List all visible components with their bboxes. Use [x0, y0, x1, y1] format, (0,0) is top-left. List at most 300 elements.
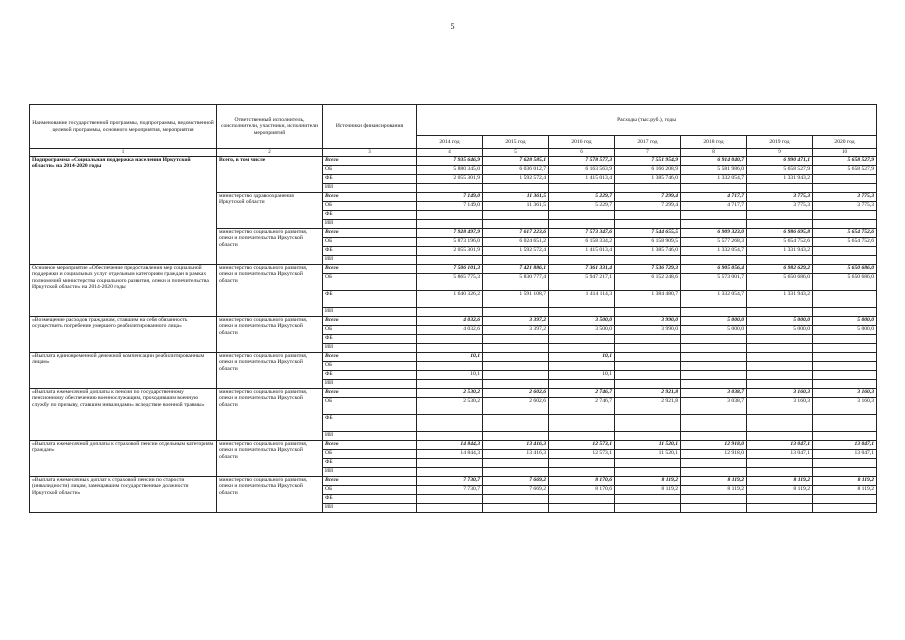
amount-cell — [549, 335, 615, 344]
executor-name: Всего, в том числе — [217, 157, 323, 193]
amount-cell — [417, 344, 483, 353]
amount-cell — [615, 415, 681, 432]
amount-cell — [417, 308, 483, 317]
funding-source: ФБ — [323, 247, 417, 256]
amount-cell — [549, 256, 615, 265]
amount-cell: 3 160,3 — [747, 398, 813, 415]
amount-cell — [417, 415, 483, 432]
amount-cell: 5 658 527,9 — [813, 166, 877, 175]
amount-cell: 5 000,0 — [681, 317, 747, 326]
amount-cell: 1 640 326,2 — [417, 291, 483, 308]
column-index: 1 — [30, 149, 217, 157]
amount-cell: 6 982 629,2 — [747, 265, 813, 274]
amount-cell — [747, 459, 813, 468]
executor-name: министерство социального развития, опеки и попечительства Иркутской области — [217, 441, 323, 477]
funding-source: ИИ — [323, 504, 417, 513]
amount-cell — [483, 468, 549, 477]
amount-cell — [615, 362, 681, 371]
amount-cell: 7 149,0 — [417, 202, 483, 211]
amount-cell: 13 047,1 — [747, 450, 813, 459]
amount-cell: 8 170,6 — [549, 486, 615, 495]
amount-cell: 1 332 054,7 — [681, 175, 747, 184]
amount-cell: 7 506 101,3 — [417, 265, 483, 274]
amount-cell — [549, 362, 615, 371]
amount-cell — [747, 335, 813, 344]
amount-cell: 1 331 943,2 — [747, 291, 813, 308]
amount-cell: 4 032,6 — [417, 326, 483, 335]
amount-cell — [615, 432, 681, 441]
amount-cell — [483, 459, 549, 468]
table-row — [30, 317, 877, 326]
amount-cell — [615, 353, 681, 362]
amount-cell: 5 654 752,6 — [747, 238, 813, 247]
amount-cell — [681, 468, 747, 477]
amount-cell: 8 119,2 — [681, 477, 747, 486]
amount-cell: 13 047,1 — [813, 441, 877, 450]
amount-cell: 11 520,1 — [615, 450, 681, 459]
header-year: 2020 год — [813, 136, 877, 149]
amount-cell: 8 119,2 — [813, 486, 877, 495]
funding-source: ИИ — [323, 380, 417, 389]
amount-cell — [549, 344, 615, 353]
amount-cell — [813, 211, 877, 220]
amount-cell — [813, 220, 877, 229]
amount-cell — [549, 432, 615, 441]
amount-cell — [483, 335, 549, 344]
amount-cell — [813, 459, 877, 468]
header-year: 2017 год — [615, 136, 681, 149]
header-year: 2018 год — [681, 136, 747, 149]
amount-cell: 13 047,1 — [747, 441, 813, 450]
amount-cell: 5 865 775,3 — [417, 274, 483, 291]
amount-cell — [681, 371, 747, 380]
amount-cell: 7 628 585,1 — [483, 157, 549, 166]
amount-cell: 12 573,1 — [549, 441, 615, 450]
amount-cell: 7 573 347,6 — [549, 229, 615, 238]
amount-cell: 7 421 886,1 — [483, 265, 549, 274]
amount-cell — [483, 362, 549, 371]
amount-cell — [747, 344, 813, 353]
amount-cell — [681, 362, 747, 371]
funding-source: ОБ — [323, 450, 417, 459]
amount-cell: 5 577 268,3 — [681, 238, 747, 247]
amount-cell: 1 415 013,4 — [549, 247, 615, 256]
table-row — [30, 441, 877, 450]
funding-source: ФБ — [323, 211, 417, 220]
financing-table — [29, 104, 877, 513]
funding-source: ФБ — [323, 495, 417, 504]
amount-cell: 7 299,4 — [615, 202, 681, 211]
amount-cell: 3 397,2 — [483, 317, 549, 326]
amount-cell: 13 416,3 — [483, 441, 549, 450]
amount-cell: 5 654 752,6 — [813, 238, 877, 247]
header-year: 2014 год — [417, 136, 483, 149]
amount-cell — [813, 432, 877, 441]
amount-cell — [747, 220, 813, 229]
amount-cell — [615, 220, 681, 229]
table-row — [30, 265, 877, 274]
amount-cell — [483, 495, 549, 504]
amount-cell — [417, 495, 483, 504]
amount-cell: 7 669,2 — [483, 477, 549, 486]
funding-source: ОБ — [323, 202, 417, 211]
program-name: «Возмещение расходов гражданам, ставшим на себя обязанность осуществить погребение умершего реабилитированного лица» — [30, 317, 217, 353]
amount-cell: 6 036 012,7 — [483, 166, 549, 175]
amount-cell: 10,1 — [549, 353, 615, 362]
amount-cell: 8 119,2 — [813, 477, 877, 486]
amount-cell: 5 581 986,0 — [681, 166, 747, 175]
amount-cell — [681, 495, 747, 504]
amount-cell — [417, 335, 483, 344]
executor-name: министерство социального развития, опеки и попечительства Иркутской области — [217, 353, 323, 389]
table-row — [30, 389, 877, 398]
amount-cell: 6 986 695,8 — [747, 229, 813, 238]
column-index: 6 — [549, 149, 615, 157]
amount-cell — [417, 211, 483, 220]
column-index: 7 — [615, 149, 681, 157]
funding-source: ОБ — [323, 326, 417, 335]
program-name: «Выплата единовременной денежной компенсации реабилитированным лицам» — [30, 353, 217, 389]
amount-cell — [483, 184, 549, 193]
amount-cell: 2 602,6 — [483, 389, 549, 398]
funding-source: ОБ — [323, 274, 417, 291]
funding-source: Всего — [323, 441, 417, 450]
amount-cell: 8 170,6 — [549, 477, 615, 486]
amount-cell — [615, 495, 681, 504]
amount-cell: 6 914 040,7 — [681, 157, 747, 166]
funding-source: ФБ — [323, 459, 417, 468]
amount-cell: 1 332 054,7 — [681, 247, 747, 256]
amount-cell — [681, 308, 747, 317]
amount-cell — [813, 308, 877, 317]
funding-source: ОБ — [323, 166, 417, 175]
funding-source: ОБ — [323, 238, 417, 247]
amount-cell: 12 918,0 — [681, 450, 747, 459]
amount-cell: 5 880 345,0 — [417, 166, 483, 175]
executor-name: министерство здравоохранения Иркутской области — [217, 193, 323, 229]
amount-cell — [417, 184, 483, 193]
funding-source: ФБ — [323, 335, 417, 344]
amount-cell: 3 990,0 — [615, 326, 681, 335]
amount-cell — [549, 220, 615, 229]
amount-cell — [813, 371, 877, 380]
amount-cell — [681, 335, 747, 344]
funding-source: Всего — [323, 477, 417, 486]
funding-source: ФБ — [323, 371, 417, 380]
amount-cell: 1 592 572,4 — [483, 175, 549, 184]
header-executor: Ответственный исполнитель, соисполнители, участники, исполнители мероприятий — [217, 105, 323, 149]
amount-cell — [615, 468, 681, 477]
amount-cell — [681, 459, 747, 468]
amount-cell — [747, 256, 813, 265]
amount-cell — [549, 504, 615, 513]
amount-cell — [813, 468, 877, 477]
amount-cell: 7 669,2 — [483, 486, 549, 495]
amount-cell: 1 384 480,7 — [615, 291, 681, 308]
amount-cell: 11 361,5 — [483, 202, 549, 211]
amount-cell — [549, 459, 615, 468]
amount-cell: 5 650 686,0 — [747, 274, 813, 291]
executor-name: министерство социального развития, опеки и попечительства Иркутской области — [217, 229, 323, 265]
amount-cell: 5 000,0 — [681, 326, 747, 335]
amount-cell: 3 160,3 — [747, 389, 813, 398]
funding-source: ОБ — [323, 362, 417, 371]
amount-cell: 4 717,7 — [681, 193, 747, 202]
amount-cell — [483, 380, 549, 389]
header-name: Наименование государственной программы, подпрограммы, ведомственной целевой программы, основного мероприятия, мероприятия — [30, 105, 217, 149]
amount-cell: 10,1 — [417, 353, 483, 362]
amount-cell: 8 119,2 — [615, 486, 681, 495]
amount-cell: 2 055 301,9 — [417, 247, 483, 256]
amount-cell — [681, 344, 747, 353]
amount-cell: 4 032,6 — [417, 317, 483, 326]
amount-cell — [483, 256, 549, 265]
amount-cell: 6 152 248,6 — [615, 274, 681, 291]
amount-cell: 10,1 — [549, 371, 615, 380]
funding-source: ФБ — [323, 415, 417, 432]
amount-cell: 7 149,0 — [417, 193, 483, 202]
amount-cell — [615, 380, 681, 389]
funding-source: Всего — [323, 317, 417, 326]
amount-cell — [681, 504, 747, 513]
amount-cell — [615, 256, 681, 265]
amount-cell: 6 163 563,9 — [549, 166, 615, 175]
amount-cell: 5 000,0 — [747, 317, 813, 326]
amount-cell — [417, 432, 483, 441]
amount-cell: 5 000,0 — [813, 326, 877, 335]
table-row — [30, 477, 877, 486]
amount-cell — [747, 468, 813, 477]
amount-cell: 2 602,6 — [483, 398, 549, 415]
amount-cell: 6 909 323,0 — [681, 229, 747, 238]
amount-cell — [483, 344, 549, 353]
amount-cell — [813, 415, 877, 432]
amount-cell — [813, 291, 877, 308]
amount-cell: 2 055 301,9 — [417, 175, 483, 184]
amount-cell — [615, 344, 681, 353]
amount-cell — [813, 344, 877, 353]
amount-cell: 2 530,2 — [417, 398, 483, 415]
table-row — [30, 157, 877, 166]
amount-cell: 4 717,7 — [681, 202, 747, 211]
amount-cell: 1 385 746,0 — [615, 247, 681, 256]
header-year: 2015 год — [483, 136, 549, 149]
amount-cell — [681, 353, 747, 362]
amount-cell: 8 119,2 — [681, 486, 747, 495]
amount-cell: 3 990,0 — [615, 317, 681, 326]
column-index: 4 — [417, 149, 483, 157]
amount-cell — [681, 184, 747, 193]
column-index: 5 — [483, 149, 549, 157]
amount-cell — [549, 495, 615, 504]
amount-cell: 1 385 746,0 — [615, 175, 681, 184]
amount-cell — [417, 504, 483, 513]
amount-cell: 6 166 208,9 — [615, 166, 681, 175]
amount-cell — [681, 256, 747, 265]
amount-cell — [549, 184, 615, 193]
amount-cell: 1 592 572,4 — [483, 247, 549, 256]
amount-cell: 14 844,3 — [417, 441, 483, 450]
amount-cell: 8 119,2 — [615, 477, 681, 486]
amount-cell — [813, 256, 877, 265]
amount-cell: 3 160,3 — [813, 398, 877, 415]
amount-cell: 3 775,3 — [813, 193, 877, 202]
funding-source: ИИ — [323, 184, 417, 193]
amount-cell: 7 928 497,9 — [417, 229, 483, 238]
amount-cell: 6 905 056,4 — [681, 265, 747, 274]
amount-cell: 1 331 943,2 — [747, 247, 813, 256]
page-number: 5 — [450, 22, 455, 31]
amount-cell — [681, 380, 747, 389]
amount-cell: 3 775,3 — [747, 193, 813, 202]
amount-cell — [813, 335, 877, 344]
amount-cell — [747, 211, 813, 220]
amount-cell — [615, 504, 681, 513]
amount-cell: 7 551 954,9 — [615, 157, 681, 166]
amount-cell: 2 921,8 — [615, 398, 681, 415]
funding-source: Всего — [323, 353, 417, 362]
amount-cell — [747, 415, 813, 432]
amount-cell: 2 746,7 — [549, 398, 615, 415]
amount-cell — [813, 175, 877, 184]
executor-name: министерство социального развития, опеки и попечительства Иркутской области — [217, 389, 323, 441]
amount-cell: 5 000,0 — [747, 326, 813, 335]
amount-cell — [681, 220, 747, 229]
amount-cell — [813, 247, 877, 256]
column-index: 2 — [217, 149, 323, 157]
header-source: Источники финансирования — [323, 105, 417, 149]
amount-cell — [681, 415, 747, 432]
amount-cell: 6 158 909,5 — [615, 238, 681, 247]
amount-cell — [417, 380, 483, 389]
funding-source: ОБ — [323, 398, 417, 415]
amount-cell: 3 038,7 — [681, 398, 747, 415]
amount-cell — [747, 432, 813, 441]
amount-cell: 3 500,0 — [549, 326, 615, 335]
amount-cell: 5 830 777,4 — [483, 274, 549, 291]
amount-cell: 12 918,0 — [681, 441, 747, 450]
amount-cell — [747, 504, 813, 513]
amount-cell — [483, 353, 549, 362]
amount-cell: 6 990 471,1 — [747, 157, 813, 166]
amount-cell — [747, 380, 813, 389]
column-index: 8 — [681, 149, 747, 157]
header-year: 2019 год — [747, 136, 813, 149]
amount-cell — [813, 362, 877, 371]
amount-cell: 1 591 108,7 — [483, 291, 549, 308]
program-name: «Выплата ежемесячной доплаты к пенсии по государственному пенсионному обеспечению военнослужащим, проходившим военную службу по призыву, ставшим инвалидами» вследствие военной травмы» — [30, 389, 217, 441]
amount-cell: 8 119,2 — [747, 486, 813, 495]
amount-cell — [417, 220, 483, 229]
executor-name: министерство социального развития, опеки и попечительства Иркутской области — [217, 265, 323, 317]
amount-cell: 6 024 651,2 — [483, 238, 549, 247]
executor-name: министерство социального развития, опеки и попечительства Иркутской области — [217, 317, 323, 353]
amount-cell: 5 947 217,1 — [549, 274, 615, 291]
column-index: 9 — [747, 149, 813, 157]
amount-cell — [549, 308, 615, 317]
amount-cell — [483, 220, 549, 229]
funding-source: Всего — [323, 193, 417, 202]
amount-cell: 3 775,3 — [813, 202, 877, 211]
amount-cell — [747, 371, 813, 380]
funding-source: Всего — [323, 265, 417, 274]
amount-cell — [615, 211, 681, 220]
amount-cell: 1 415 013,4 — [549, 175, 615, 184]
program-name: Основное мероприятие «Обеспечение предоставления мер социальной поддержки и социальных услуг отдельным категориям граждан в рамках полномочий министерства социального развития, опеки и попечительства Иркутской области» на 2014-2020 годы — [30, 265, 217, 317]
amount-cell: 2 530,2 — [417, 389, 483, 398]
amount-cell: 5 229,7 — [549, 202, 615, 211]
funding-source: ИИ — [323, 220, 417, 229]
amount-cell: 7 935 646,9 — [417, 157, 483, 166]
funding-source: ОБ — [323, 486, 417, 495]
amount-cell — [417, 362, 483, 371]
amount-cell — [483, 415, 549, 432]
funding-source: ИИ — [323, 256, 417, 265]
amount-cell — [417, 459, 483, 468]
program-name: «Выплата ежемесячных доплат к страховой пенсии по старости (инвалидности) лицам, замещавшим государственные должности Иркутской области» — [30, 477, 217, 513]
amount-cell — [483, 504, 549, 513]
funding-source: Всего — [323, 389, 417, 398]
amount-cell: 7 361 331,4 — [549, 265, 615, 274]
amount-cell — [615, 184, 681, 193]
amount-cell: 1 414 114,3 — [549, 291, 615, 308]
amount-cell — [615, 371, 681, 380]
amount-cell: 1 332 054,7 — [681, 291, 747, 308]
amount-cell: 11 520,1 — [615, 441, 681, 450]
amount-cell: 5 658 527,9 — [747, 166, 813, 175]
amount-cell: 14 844,3 — [417, 450, 483, 459]
amount-cell: 1 331 943,2 — [747, 175, 813, 184]
amount-cell — [813, 495, 877, 504]
amount-cell: 3 160,3 — [813, 389, 877, 398]
amount-cell: 3 038,7 — [681, 389, 747, 398]
amount-cell: 3 775,3 — [747, 202, 813, 211]
amount-cell: 13 047,1 — [813, 450, 877, 459]
amount-cell — [417, 256, 483, 265]
column-index: 10 — [813, 149, 877, 157]
program-name: «Выплата ежемесячной доплаты к страховой пенсии отдельным категориям граждан» — [30, 441, 217, 477]
amount-cell: 5 658 527,9 — [813, 157, 877, 166]
funding-source: ФБ — [323, 291, 417, 308]
amount-cell: 5 654 752,6 — [813, 229, 877, 238]
table-row — [30, 353, 877, 362]
amount-cell: 7 544 655,5 — [615, 229, 681, 238]
program-name: Подпрограмма «Социальная поддержка населения Иркутской области» на 2014-2020 годы — [30, 157, 217, 265]
amount-cell: 5 573 001,7 — [681, 274, 747, 291]
amount-cell — [747, 353, 813, 362]
amount-cell — [615, 308, 681, 317]
amount-cell: 5 000,0 — [813, 317, 877, 326]
amount-cell: 11 361,5 — [483, 193, 549, 202]
amount-cell — [813, 353, 877, 362]
amount-cell — [747, 495, 813, 504]
amount-cell: 3 397,2 — [483, 326, 549, 335]
amount-cell — [417, 468, 483, 477]
amount-cell — [483, 308, 549, 317]
amount-cell: 7 578 577,3 — [549, 157, 615, 166]
funding-source: ИИ — [323, 308, 417, 317]
amount-cell: 6 158 334,2 — [549, 238, 615, 247]
amount-cell: 13 416,3 — [483, 450, 549, 459]
header-year: 2016 год — [549, 136, 615, 149]
amount-cell — [681, 432, 747, 441]
amount-cell: 7 299,4 — [615, 193, 681, 202]
amount-cell: 7 617 223,6 — [483, 229, 549, 238]
funding-source: Всего — [323, 157, 417, 166]
amount-cell: 5 229,7 — [549, 193, 615, 202]
amount-cell: 2 921,8 — [615, 389, 681, 398]
header-expenses: Расходы (тыс.руб.), годы — [417, 105, 877, 136]
